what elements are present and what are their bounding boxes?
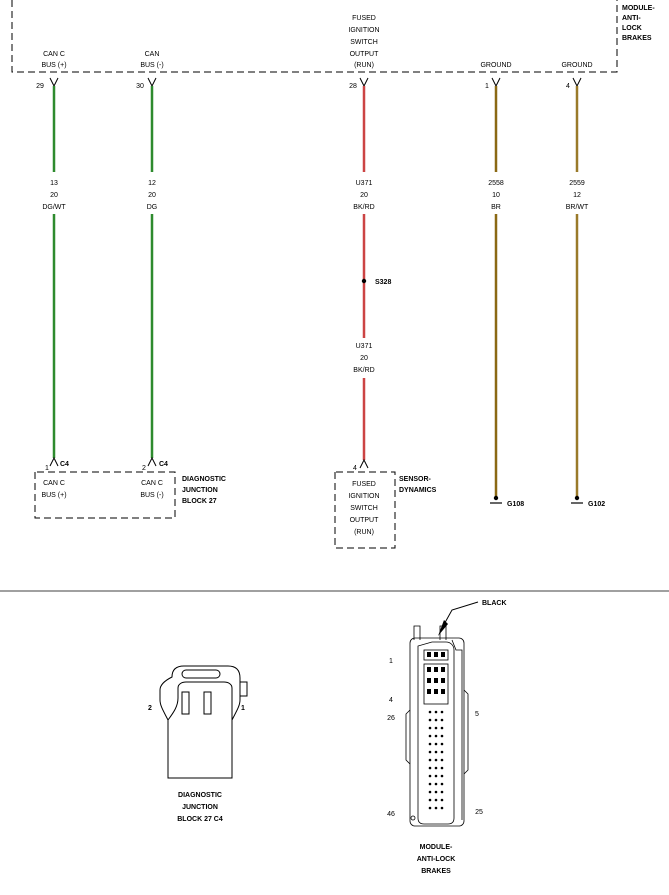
wire-gauge-label: 20 (148, 192, 156, 199)
abs-pin1-label: GROUND (480, 62, 512, 69)
pin-terminal-icon (492, 78, 500, 86)
wire-gauge-label: 20 (50, 192, 58, 199)
wire-color-label: DG/WT (42, 204, 66, 211)
abs-pin28-label-4: OUTPUT (349, 51, 379, 58)
abs-pin-number-1: 1 (485, 83, 489, 90)
abs-connector-view (387, 600, 506, 875)
pin-terminal-icon (148, 78, 156, 86)
wire-circuit-label: 2559 (569, 180, 585, 187)
wire-circuit-label: 13 (50, 180, 58, 187)
sensor-label-1: FUSED (352, 481, 376, 488)
abs-connector-pins-icon (427, 652, 445, 694)
ground-point-icon (575, 496, 579, 500)
abs-view-caption-3: BRAKES (421, 868, 451, 875)
sensor-name-2: DYNAMICS (399, 487, 437, 494)
abs-view-pin-26: 26 (387, 715, 395, 722)
wire-circuit-label: 12 (148, 180, 156, 187)
wire-ground-g108 (488, 78, 524, 508)
djb-name-3: BLOCK 27 (182, 498, 217, 505)
sensor-name-1: SENSOR- (399, 476, 431, 483)
djb-name-1: DIAGNOSTIC (182, 476, 226, 483)
djb-pin2-label-1: CAN C (141, 480, 163, 487)
ground-point-icon (494, 496, 498, 500)
ground-label: G108 (507, 501, 525, 508)
abs-view-pin-25: 25 (475, 809, 483, 816)
sensor-pin-number-4: 4 (353, 465, 357, 472)
djb-view-caption-2: JUNCTION (182, 804, 218, 811)
abs-pin30-label-2: BUS (-) (140, 62, 164, 69)
abs-module-name-2: ANTI- (622, 15, 641, 22)
wire-gauge-label: 20 (360, 355, 368, 362)
djb-connector-label-2: C4 (159, 461, 168, 468)
pin-terminal-icon (50, 458, 58, 466)
abs-pin28-label-2: IGNITION (348, 27, 380, 34)
abs-pin30-label-1: CAN (144, 51, 160, 58)
abs-connector-small-pins-icon (429, 711, 444, 810)
wire-color-label: BR/WT (565, 204, 589, 211)
abs-view-pin-1: 1 (389, 658, 393, 665)
djb-pin-number-1: 1 (45, 465, 49, 472)
pin-terminal-icon (360, 460, 368, 468)
wire-gauge-label: 12 (573, 192, 581, 199)
abs-pin28-label-5: (RUN) (354, 62, 374, 69)
abs-module-name-3: LOCK (622, 25, 642, 32)
djb-c4-connector-view (148, 666, 247, 823)
abs-view-pin-5: 5 (475, 711, 479, 718)
wire-color-label: BK/RD (353, 367, 375, 374)
abs-pin28-label-3: SWITCH (350, 39, 378, 46)
abs-pin28-label-1: FUSED (352, 15, 376, 22)
djb-connector-face-icon (160, 666, 247, 778)
abs-pin-number-29: 29 (36, 83, 44, 90)
splice-label: S328 (375, 279, 392, 286)
djb-view-pin-1: 1 (241, 705, 245, 712)
arrowhead-icon (438, 620, 448, 636)
pin-terminal-icon (148, 458, 156, 466)
abs-view-color-label: BLACK (482, 600, 507, 607)
wire-circuit-label: U371 (355, 180, 373, 187)
abs-module-name-1: MODULE- (622, 5, 655, 12)
splice-dot-icon (362, 279, 366, 283)
pin-terminal-icon (360, 78, 368, 86)
wire-ground-g102 (566, 78, 606, 508)
djb-connector-label-1: C4 (60, 461, 69, 468)
wire-circuit-label: U371 (355, 343, 373, 350)
pin-terminal-icon (573, 78, 581, 86)
djb-view-caption-1: DIAGNOSTIC (178, 792, 222, 799)
wire-fused-ignition (353, 78, 391, 468)
pin-terminal-icon (50, 78, 58, 86)
abs-view-pin-46: 46 (387, 811, 395, 818)
djb-name-2: JUNCTION (182, 487, 218, 494)
abs-module (12, 0, 655, 90)
sensor-label-4: OUTPUT (349, 517, 379, 524)
abs-pin4-label: GROUND (561, 62, 593, 69)
abs-module-name-4: BRAKES (622, 35, 652, 42)
sensor-dynamics (335, 465, 437, 548)
abs-pin-number-28: 28 (349, 83, 357, 90)
abs-pin-number-4: 4 (566, 83, 570, 90)
sensor-label-3: SWITCH (350, 505, 378, 512)
abs-pin29-label-2: BUS (+) (41, 62, 67, 69)
ground-label: G102 (588, 501, 606, 508)
abs-view-pin-4: 4 (389, 697, 393, 704)
djb-view-caption-3: BLOCK 27 C4 (177, 816, 223, 823)
wire-color-label: DG (146, 204, 158, 211)
djb-pin-number-2: 2 (142, 465, 146, 472)
wire-gauge-label: 10 (492, 192, 500, 199)
abs-view-caption-1: MODULE- (419, 844, 453, 851)
sensor-label-2: IGNITION (348, 493, 380, 500)
wire-color-label: BK/RD (353, 204, 375, 211)
abs-pin29-label-1: CAN C (43, 51, 65, 58)
abs-pin-number-30: 30 (136, 83, 144, 90)
wire-color-label: BR (491, 204, 501, 211)
djb-pin1-label-1: CAN C (43, 480, 65, 487)
wire-gauge-label: 20 (360, 192, 368, 199)
djb-pin2-label-2: BUS (-) (140, 492, 164, 499)
wire-can-minus (147, 78, 158, 466)
djb-pin1-label-2: BUS (+) (41, 492, 67, 499)
djb-view-pin-2: 2 (148, 705, 152, 712)
wire-can-c-plus (42, 78, 66, 466)
sensor-label-5: (RUN) (354, 529, 374, 536)
wire-circuit-label: 2558 (488, 180, 504, 187)
diagnostic-junction-block (35, 461, 226, 518)
abs-view-caption-2: ANTI-LOCK (416, 856, 456, 863)
